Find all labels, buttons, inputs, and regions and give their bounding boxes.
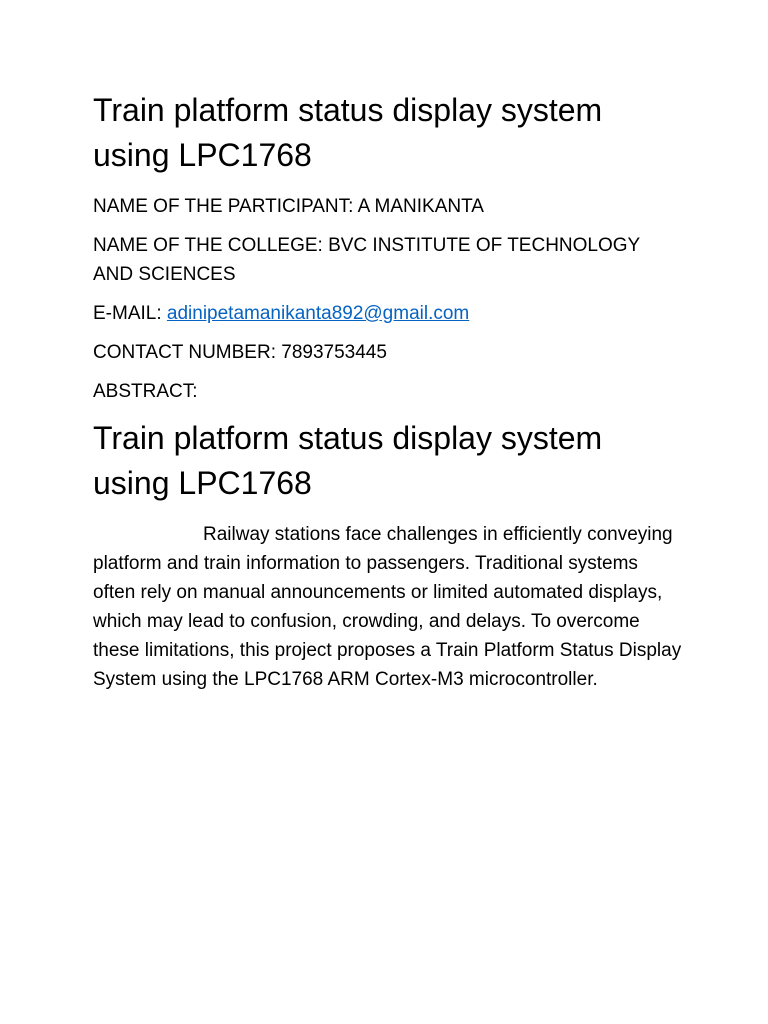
document-page (93, 88, 683, 694)
abstract-body: Railway stations face challenges in efficiently conveying platform and train information to passengers. Traditional systems often rely on manual announcements or limited automated displays, which may lead to confusion, crowding, and delays. To overcome these limitations, this project proposes a Train Platform Status Display System using the LPC1768 ARM Cortex-M3 microcontroller. (93, 524, 682, 690)
abstract-label: ABSTRACT: (93, 381, 198, 402)
email-line (93, 299, 683, 328)
participant-line: NAME OF THE PARTICIPANT: A MANIKANTA (93, 196, 484, 217)
email-link[interactable]: adinipetamanikanta892@gmail.com (166, 303, 470, 324)
document-title: Train platform status display system using LPC1768 (93, 92, 603, 173)
contact-line: CONTACT NUMBER: 7893753445 (93, 342, 387, 363)
college-line: NAME OF THE COLLEGE: BVC INSTITUTE OF TECHNOLOGY AND SCIENCES (93, 235, 640, 285)
email-label: E-MAIL: (93, 303, 162, 324)
abstract-title: Train platform status display system using LPC1768 (93, 420, 603, 501)
